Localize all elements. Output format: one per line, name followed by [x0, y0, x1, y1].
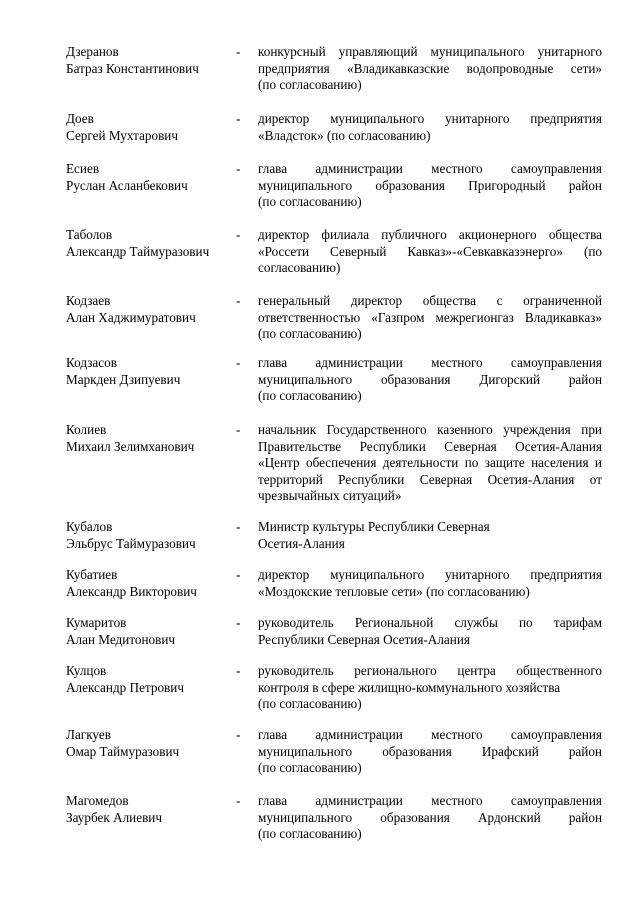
person-surname: Кубатиев — [66, 567, 118, 582]
separator-dash: - — [236, 422, 241, 437]
person-surname: Кодзаев — [66, 293, 111, 308]
person-surname: Кулцов — [66, 663, 107, 678]
person-given-names: Руслан Асланбекович — [66, 177, 188, 193]
person-name — [66, 111, 232, 144]
description-line: глава администрации местного самоуправления — [258, 161, 602, 176]
description-line: согласованию) — [258, 260, 341, 276]
position-description — [258, 227, 602, 277]
person-name — [66, 663, 232, 696]
separator-dash: - — [236, 355, 241, 370]
position-description — [258, 111, 602, 144]
person-surname: Есиев — [66, 161, 100, 176]
person-surname: Магомедов — [66, 793, 129, 808]
description-line: (по согласованию) — [258, 77, 362, 93]
description-line: руководитель Региональной службы по тарифам — [258, 615, 602, 630]
separator-dash: - — [236, 111, 241, 126]
description-line: Министр культуры Республики Северная — [258, 519, 490, 534]
description-line: Осетия-Алания — [258, 535, 345, 551]
person-name — [66, 727, 232, 760]
description-line: директор муниципального унитарного предприятия — [258, 567, 602, 582]
person-given-names: Алан Хаджимуратович — [66, 309, 196, 325]
person-given-names: Маркден Дзипуевич — [66, 371, 181, 387]
separator-dash: - — [236, 161, 241, 176]
description-line: руководитель регионального центра общественного — [258, 663, 602, 678]
separator-dash: - — [236, 567, 241, 582]
person-surname: Доев — [66, 111, 94, 126]
person-name — [66, 422, 232, 455]
description-line: территорий Республики Северная Осетия-Алания от — [258, 471, 602, 487]
description-line: конкурсный управляющий муниципального унитарного — [258, 44, 602, 59]
separator-dash: - — [236, 44, 241, 59]
person-surname: Колиев — [66, 422, 107, 437]
description-line: муниципального образования Пригородный район — [258, 177, 602, 193]
separator-dash: - — [236, 519, 241, 534]
person-surname: Таболов — [66, 227, 113, 242]
person-given-names: Алан Медитонович — [66, 631, 176, 647]
description-line: «Россети Северный Кавказ»-«Севкавказэнерго» (по — [258, 243, 602, 259]
description-line: (по согласованию) — [258, 194, 362, 210]
position-description — [258, 727, 602, 777]
person-surname: Кумаритов — [66, 615, 127, 630]
position-description — [258, 663, 602, 713]
position-description — [258, 44, 602, 94]
person-given-names: Батраз Константинович — [66, 60, 199, 76]
separator-dash: - — [236, 293, 241, 308]
person-name — [66, 44, 232, 77]
description-line: Республики Северная Осетия-Алания — [258, 631, 470, 647]
description-line: муниципального образования Ардонский район — [258, 809, 602, 825]
separator-dash: - — [236, 663, 241, 678]
position-description — [258, 161, 602, 211]
description-line: ответственностью «Газпром межрегионгаз Владикавказ» — [258, 309, 602, 325]
position-description — [258, 422, 602, 505]
description-line: (по согласованию) — [258, 826, 362, 842]
person-given-names: Александр Таймуразович — [66, 243, 210, 259]
description-line: начальник Государственного казенного учреждения при — [258, 422, 602, 437]
separator-dash: - — [236, 615, 241, 630]
description-line: (по согласованию) — [258, 326, 362, 342]
person-surname: Дзеранов — [66, 44, 119, 59]
separator-dash: - — [236, 793, 241, 808]
description-line: «Владсток» (по согласованию) — [258, 127, 431, 143]
description-line: «Моздокские тепловые сети» (по согласованию) — [258, 583, 530, 599]
separator-dash: - — [236, 227, 241, 242]
position-description — [258, 519, 602, 552]
description-line: глава администрации местного самоуправления — [258, 355, 602, 370]
description-line: генеральный директор общества с ограниченной — [258, 293, 602, 308]
person-name — [66, 615, 232, 648]
description-line: контроля в сфере жилищно-коммунального хозяйства — [258, 679, 561, 695]
person-surname: Кодзасов — [66, 355, 117, 370]
description-line: «Центр обеспечения деятельности по защите населения и — [258, 455, 602, 471]
description-line: предприятия «Владикавказские водопроводные сети» — [258, 60, 602, 76]
description-line: Правительстве Республики Северная Осетия-Алания — [258, 438, 602, 454]
position-description — [258, 293, 602, 343]
person-given-names: Омар Таймуразович — [66, 743, 180, 759]
person-name — [66, 567, 232, 600]
person-given-names: Заурбек Алиевич — [66, 809, 163, 825]
description-line: (по согласованию) — [258, 696, 362, 712]
position-description — [258, 793, 602, 843]
person-given-names: Сергей Мухтарович — [66, 127, 178, 143]
person-name — [66, 161, 232, 194]
person-given-names: Эльбрус Таймуразович — [66, 535, 196, 551]
description-line: директор муниципального унитарного предприятия — [258, 111, 602, 126]
person-surname: Кубалов — [66, 519, 113, 534]
description-line: чрезвычайных ситуаций» — [258, 488, 402, 504]
person-name — [66, 355, 232, 388]
position-description — [258, 567, 602, 600]
separator-dash: - — [236, 727, 241, 742]
person-name — [66, 793, 232, 826]
position-description — [258, 355, 602, 405]
person-name — [66, 227, 232, 260]
description-line: (по согласованию) — [258, 760, 362, 776]
person-given-names: Михаил Зелимханович — [66, 438, 195, 454]
person-name — [66, 293, 232, 326]
person-given-names: Александр Викторович — [66, 583, 197, 599]
description-line: глава администрации местного самоуправления — [258, 793, 602, 808]
description-line: (по согласованию) — [258, 388, 362, 404]
person-surname: Лагкуев — [66, 727, 111, 742]
description-line: директор филиала публичного акционерного общества — [258, 227, 602, 242]
description-line: глава администрации местного самоуправления — [258, 727, 602, 742]
description-line: муниципального образования Ирафский район — [258, 743, 602, 759]
person-given-names: Александр Петрович — [66, 679, 184, 695]
position-description — [258, 615, 602, 648]
description-line: муниципального образования Дигорский район — [258, 371, 602, 387]
person-name — [66, 519, 232, 552]
